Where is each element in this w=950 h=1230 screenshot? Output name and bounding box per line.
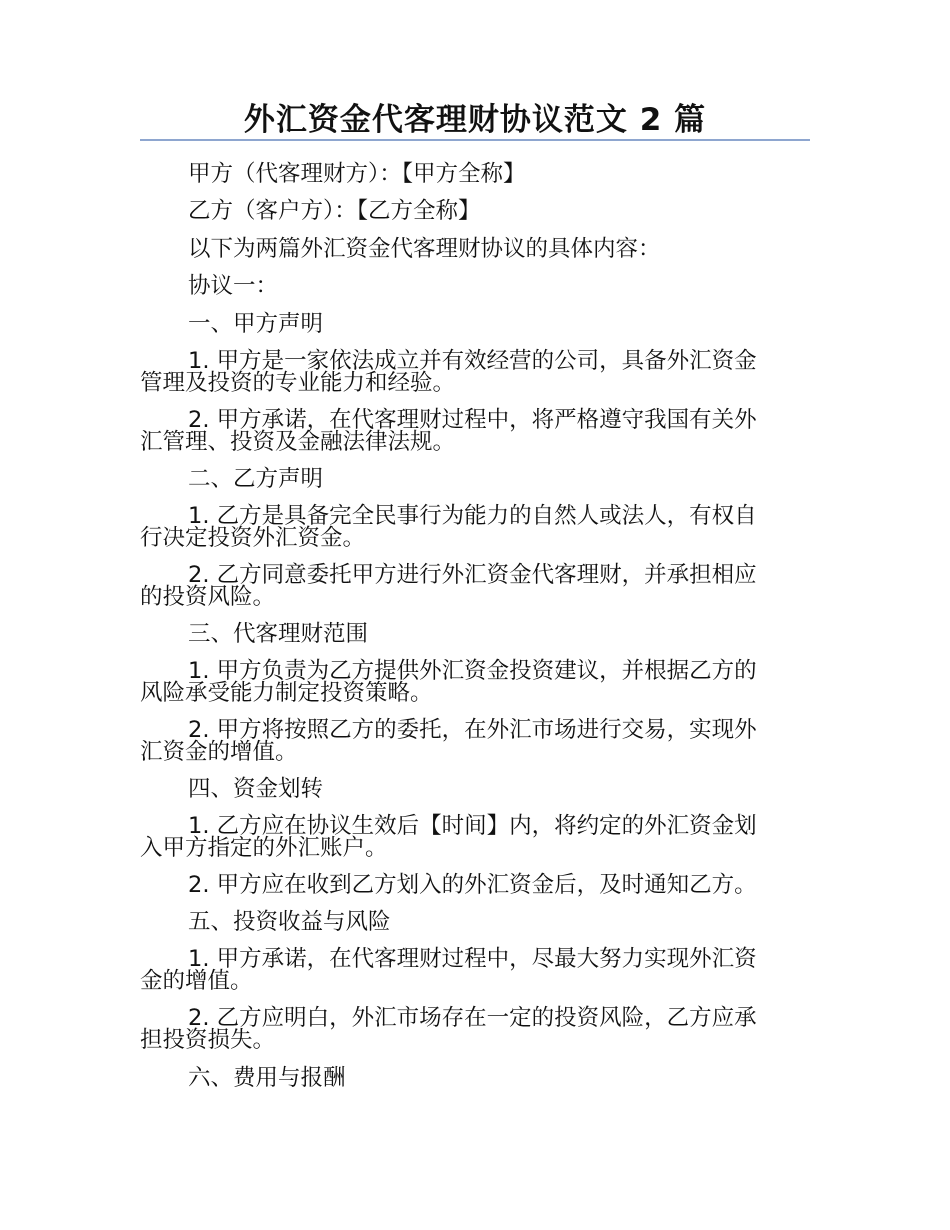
clause-first-line: 2. 甲方应在收到乙方划入的外汇资金后，及时通知乙方。 — [188, 872, 757, 898]
clause-continuation: 金的增值。 — [140, 968, 253, 994]
intro-line: 以下为两篇外汇资金代客理财协议的具体内容： — [188, 236, 661, 262]
section-heading: 六、费用与报酬 — [188, 1065, 346, 1091]
title-underline — [140, 139, 810, 141]
clause-first-line: 2. 乙方同意委托甲方进行外汇资金代客理财，并承担相应 — [188, 562, 757, 588]
clause-first-line: 1. 甲方负责为乙方提供外汇资金投资建议，并根据乙方的 — [188, 658, 757, 684]
party-a-line: 甲方（代客理财方）：【甲方全称】 — [188, 161, 526, 187]
clause-paragraph — [140, 350, 810, 394]
clause-paragraph — [140, 564, 810, 608]
clause-continuation: 汇资金的增值。 — [140, 739, 298, 765]
clause-first-line: 2. 乙方应明白，外汇市场存在一定的投资风险，乙方应承 — [188, 1005, 757, 1031]
clause-paragraph — [140, 660, 810, 704]
clause-paragraph — [140, 409, 810, 453]
section-heading: 三、代客理财范围 — [188, 621, 369, 647]
clause-first-line: 1. 乙方是具备完全民事行为能力的自然人或法人，有权自 — [188, 503, 757, 529]
clause-continuation: 行决定投资外汇资金。 — [140, 525, 366, 551]
clause-continuation: 汇管理、投资及金融法律法规。 — [140, 429, 456, 455]
clause-continuation: 的投资风险。 — [140, 584, 276, 610]
clause-paragraph — [140, 874, 810, 896]
agreement-one-label: 协议一： — [188, 273, 279, 299]
party-b-line: 乙方（客户方）：【乙方全称】 — [188, 198, 481, 224]
clause-first-line: 1. 甲方承诺，在代客理财过程中，尽最大努力实现外汇资 — [188, 946, 757, 972]
document-title: 外汇资金代客理财协议范文 2 篇 — [243, 102, 707, 138]
clause-first-line: 2. 甲方将按照乙方的委托，在外汇市场进行交易，实现外 — [188, 717, 757, 743]
clause-paragraph — [140, 948, 810, 992]
clause-first-line: 1. 乙方应在协议生效后【时间】内，将约定的外汇资金划 — [188, 813, 757, 839]
section-heading: 五、投资收益与风险 — [188, 909, 391, 935]
section-heading: 二、乙方声明 — [188, 466, 324, 492]
clause-continuation: 风险承受能力制定投资策略。 — [140, 680, 433, 706]
clause-first-line: 2. 甲方承诺，在代客理财过程中，将严格遵守我国有关外 — [188, 407, 757, 433]
section-heading: 四、资金划转 — [188, 776, 324, 802]
section-heading: 一、甲方声明 — [188, 311, 324, 337]
clause-paragraph — [140, 719, 810, 763]
clause-paragraph — [140, 815, 810, 859]
clause-continuation: 担投资损失。 — [140, 1027, 276, 1053]
clause-continuation: 入甲方指定的外汇账户。 — [140, 835, 388, 861]
clause-continuation: 管理及投资的专业能力和经验。 — [140, 370, 456, 396]
clause-first-line: 1. 甲方是一家依法成立并有效经营的公司，具备外汇资金 — [188, 348, 757, 374]
clause-paragraph — [140, 505, 810, 549]
clause-paragraph — [140, 1007, 810, 1051]
